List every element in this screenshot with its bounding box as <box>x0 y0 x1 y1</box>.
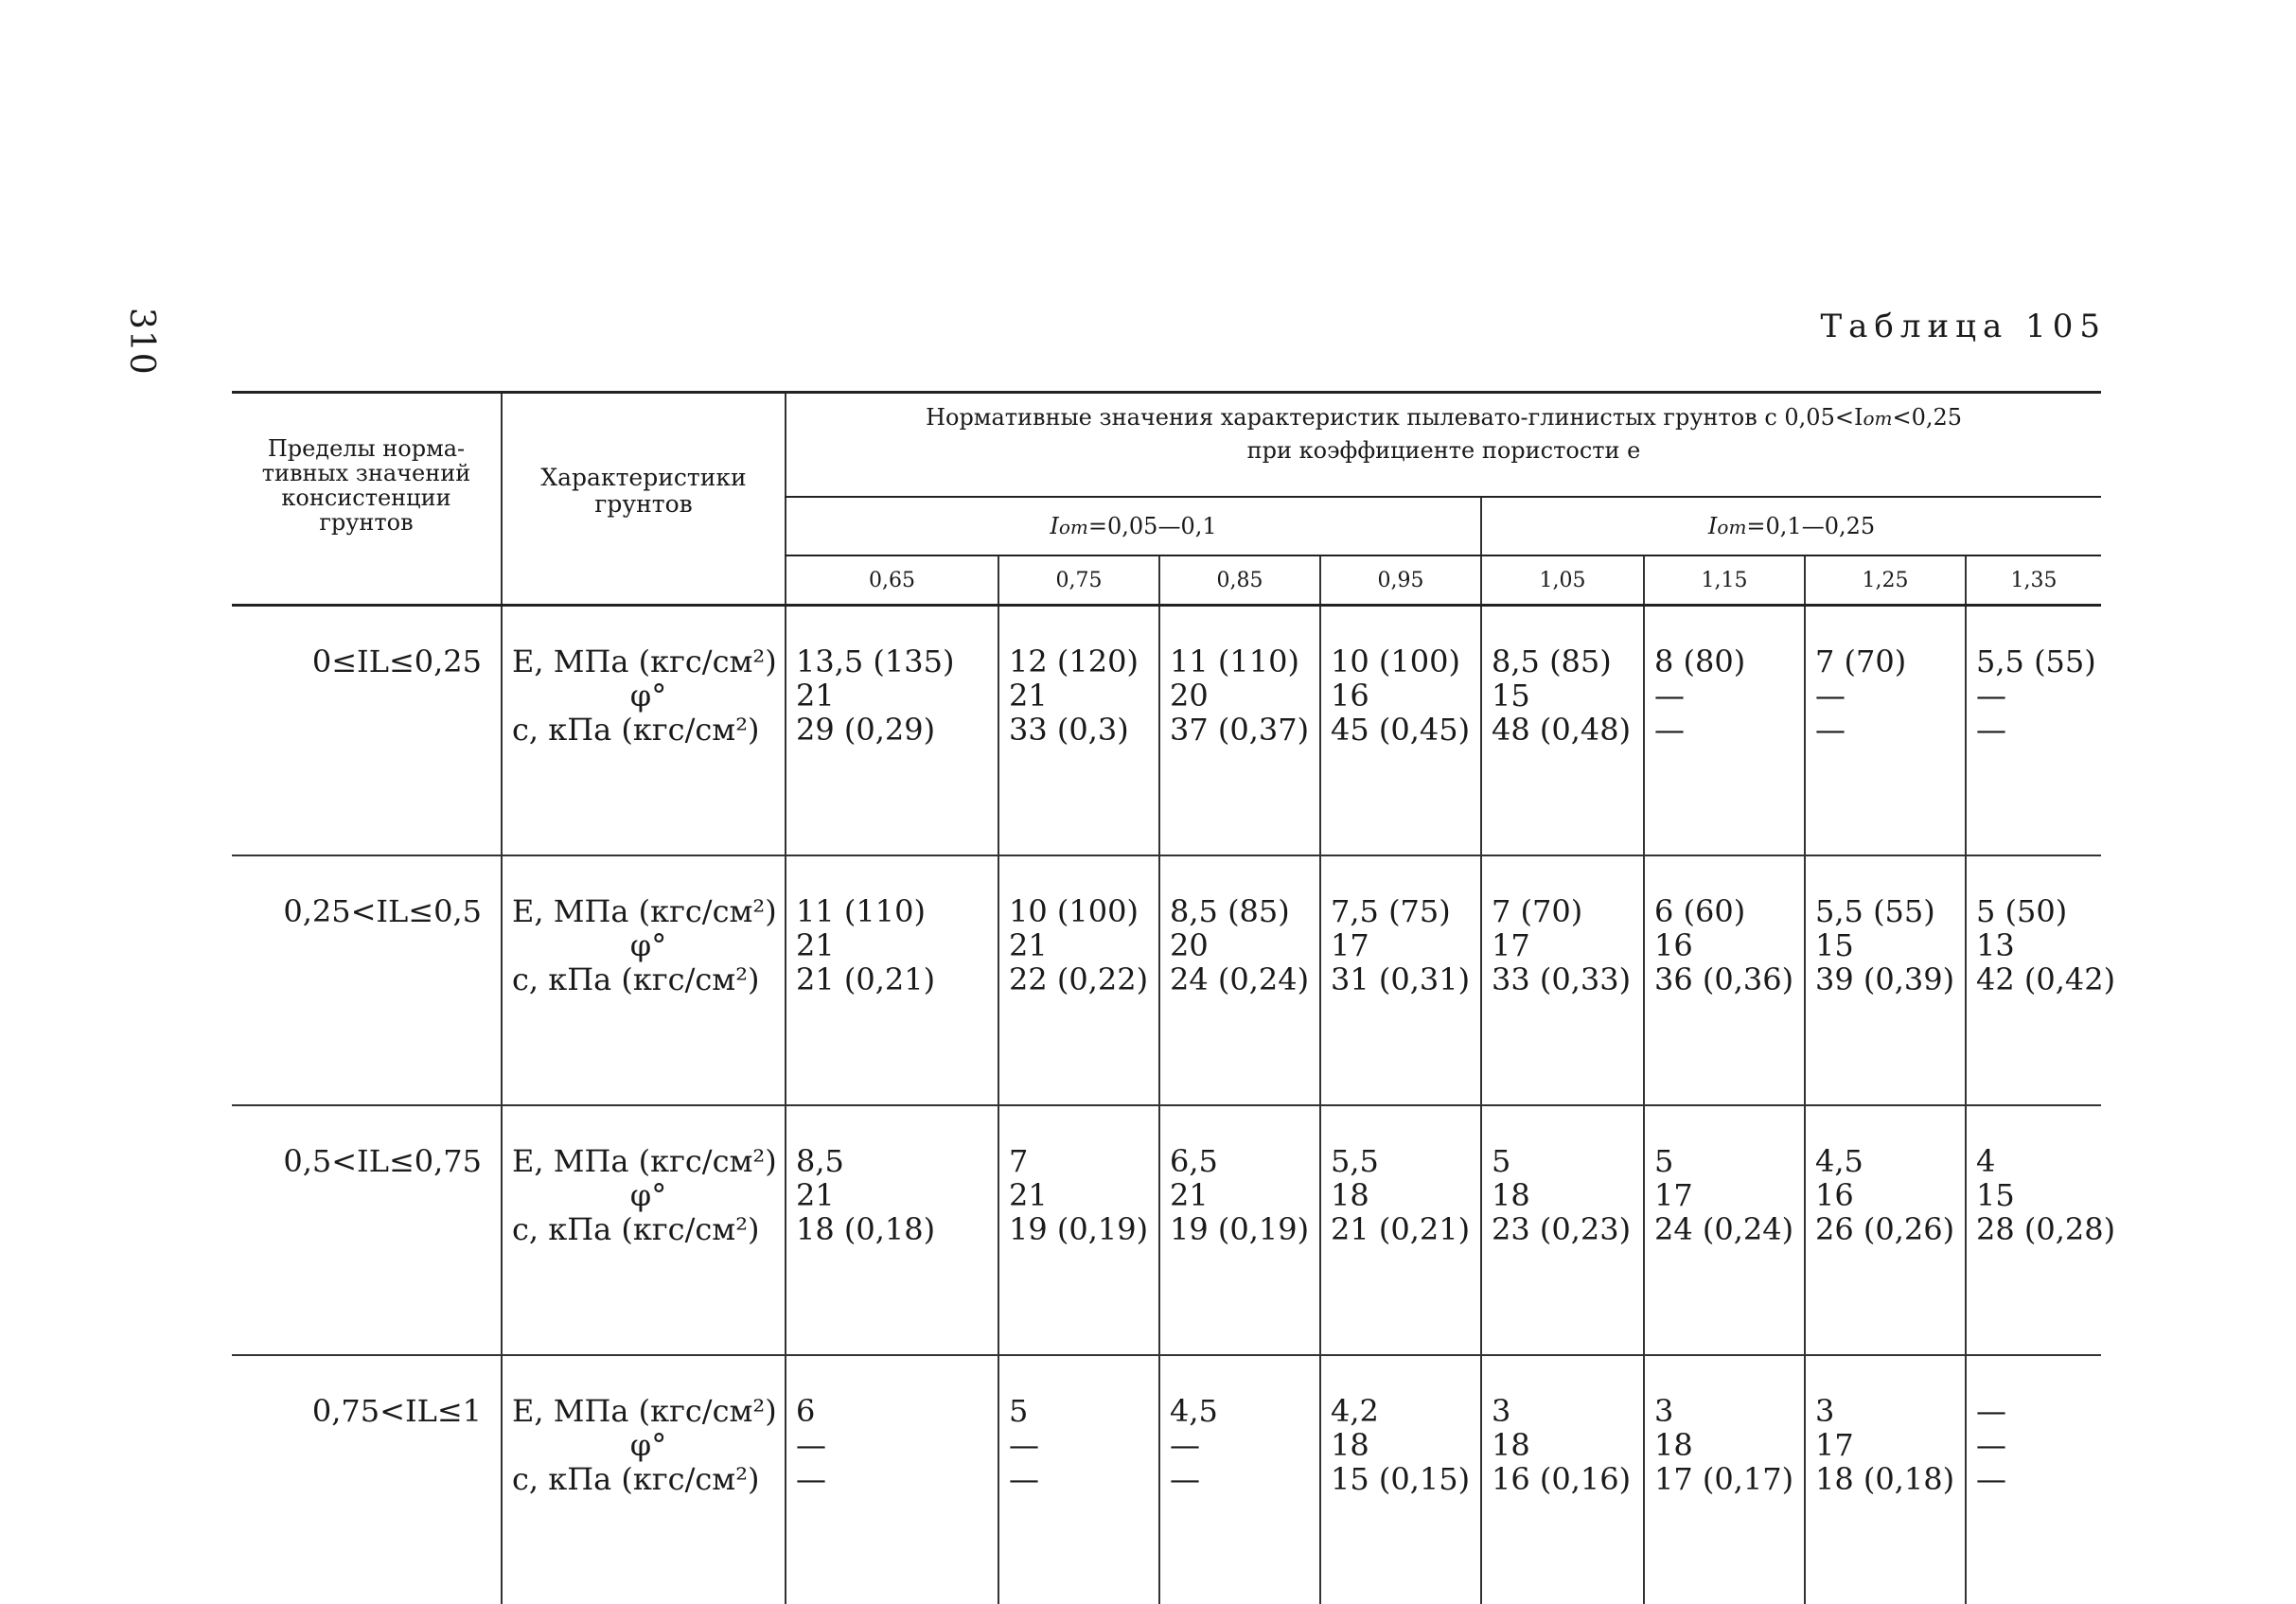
value: 21 <box>1170 1178 1319 1212</box>
value: 33 (0,33) <box>1492 962 1643 996</box>
characteristic-label: φ° <box>512 1428 785 1462</box>
characteristic-label: E, МПа (кгс/см²) <box>512 644 785 679</box>
value: 33 (0,3) <box>1009 713 1158 747</box>
characteristic-label: E, МПа (кгс/см²) <box>512 1394 785 1428</box>
value: — <box>1170 1428 1319 1462</box>
value: 20 <box>1170 928 1319 962</box>
value: 13,5 (135) <box>796 644 998 679</box>
value: — <box>796 1428 998 1462</box>
table-row <box>232 1355 2101 1604</box>
value: 21 <box>1009 1178 1158 1212</box>
consistency-limit: 0,75<IL≤1 <box>232 1355 502 1604</box>
value: 13 <box>1976 928 2101 962</box>
value-cell <box>1320 1105 1481 1355</box>
value-cell <box>1644 1355 1805 1604</box>
value: 18 <box>1654 1428 1804 1462</box>
value-cell <box>1320 606 1481 856</box>
characteristic-label: φ° <box>512 1178 785 1212</box>
value: — <box>1976 1462 2101 1496</box>
value: 11 (110) <box>1170 644 1319 679</box>
value: — <box>1976 1428 2101 1462</box>
value: 21 <box>796 679 998 713</box>
value: 10 (100) <box>1331 644 1480 679</box>
value: 8,5 <box>796 1144 998 1178</box>
value-cell <box>1159 1355 1320 1604</box>
value: 19 (0,19) <box>1009 1212 1158 1246</box>
e-header: 1,35 <box>1966 555 2101 606</box>
value-cell <box>1644 855 1805 1105</box>
value: 16 <box>1654 928 1804 962</box>
value: 16 <box>1331 679 1480 713</box>
value: — <box>1976 679 2101 713</box>
value: 3 <box>1492 1394 1643 1428</box>
value: 8,5 (85) <box>1170 894 1319 928</box>
value: 5,5 (55) <box>1976 644 2101 679</box>
value-cell <box>1966 606 2101 856</box>
table-body <box>232 606 2101 1604</box>
value-cell <box>1966 1105 2101 1355</box>
consistency-limit: 0,5<IL≤0,75 <box>232 1105 502 1355</box>
value-cell <box>998 1105 1159 1355</box>
value: 6 <box>796 1394 998 1428</box>
value: 16 (0,16) <box>1492 1462 1643 1496</box>
value: — <box>1654 713 1804 747</box>
characteristics-labels <box>502 606 786 856</box>
value-cell <box>786 606 998 856</box>
characteristics-labels <box>502 1105 786 1355</box>
value: 21 <box>796 1178 998 1212</box>
value: 28 (0,28) <box>1976 1212 2101 1246</box>
value-cell <box>786 855 998 1105</box>
value: 20 <box>1170 679 1319 713</box>
value: 11 (110) <box>796 894 998 928</box>
e-header: 1,05 <box>1481 555 1644 606</box>
value-cell <box>1805 1105 1966 1355</box>
value: 7,5 (75) <box>1331 894 1480 928</box>
value-cell <box>1159 1105 1320 1355</box>
value-cell <box>1159 855 1320 1105</box>
value: 7 (70) <box>1815 644 1965 679</box>
value-cell <box>1320 855 1481 1105</box>
value: 23 (0,23) <box>1492 1212 1643 1246</box>
value: 17 <box>1492 928 1643 962</box>
value: 42 (0,42) <box>1976 962 2101 996</box>
value: 24 (0,24) <box>1170 962 1319 996</box>
value: 7 <box>1009 1144 1158 1178</box>
table-row <box>232 1105 2101 1355</box>
value: — <box>1976 713 2101 747</box>
consistency-limit: 0,25<IL≤0,5 <box>232 855 502 1105</box>
value: 22 (0,22) <box>1009 962 1158 996</box>
group-header-1: Iom=0,05—0,1 <box>786 497 1481 555</box>
value: 17 <box>1654 1178 1804 1212</box>
value-cell <box>1966 1355 2101 1604</box>
normative-header: Нормативные значения характеристик пылевато-глинистых грунтов с 0,05<Iom<0,25 при коэффициенте пористости e <box>786 393 2101 498</box>
value: 5 <box>1654 1144 1804 1178</box>
characteristic-label: c, кПа (кгс/см²) <box>512 713 785 747</box>
table-title: Таблица 105 <box>1820 308 2107 345</box>
value-cell <box>786 1105 998 1355</box>
characteristic-label: c, кПа (кгс/см²) <box>512 962 785 996</box>
value: 8 (80) <box>1654 644 1804 679</box>
table-row <box>232 606 2101 856</box>
value: 21 <box>1009 928 1158 962</box>
value: 15 <box>1815 928 1965 962</box>
value: 17 <box>1815 1428 1965 1462</box>
value: 37 (0,37) <box>1170 713 1319 747</box>
value-cell <box>1481 855 1644 1105</box>
characteristic-label: c, кПа (кгс/см²) <box>512 1462 785 1496</box>
header-row-1 <box>232 393 2101 498</box>
value: — <box>1976 1394 2101 1428</box>
value: 21 <box>1009 679 1158 713</box>
e-header: 0,95 <box>1320 555 1481 606</box>
value: 4,2 <box>1331 1394 1480 1428</box>
value-cell <box>1966 855 2101 1105</box>
value: — <box>1170 1462 1319 1496</box>
characteristic-label: φ° <box>512 928 785 962</box>
value-cell <box>1481 1105 1644 1355</box>
value: — <box>1009 1462 1158 1496</box>
value: 7 (70) <box>1492 894 1643 928</box>
value: 36 (0,36) <box>1654 962 1804 996</box>
value: — <box>1654 679 1804 713</box>
characteristics-labels <box>502 1355 786 1604</box>
value: 5 <box>1009 1394 1158 1428</box>
value-cell <box>1320 1355 1481 1604</box>
value: 18 <box>1492 1178 1643 1212</box>
value: 26 (0,26) <box>1815 1212 1965 1246</box>
characteristic-label: φ° <box>512 679 785 713</box>
group-header-2: Iom=0,1—0,25 <box>1481 497 2101 555</box>
value-cell <box>1805 606 1966 856</box>
value-cell <box>1481 606 1644 856</box>
value-cell <box>1805 855 1966 1105</box>
characteristics-labels <box>502 855 786 1105</box>
value: 5 (50) <box>1976 894 2101 928</box>
value: 10 (100) <box>1009 894 1158 928</box>
value-cell <box>1805 1355 1966 1604</box>
value: 15 <box>1976 1178 2101 1212</box>
value: 16 <box>1815 1178 1965 1212</box>
value: 4,5 <box>1170 1394 1319 1428</box>
value: 21 (0,21) <box>796 962 998 996</box>
soil-table <box>232 391 2101 1604</box>
value: — <box>796 1462 998 1496</box>
value-cell <box>1481 1355 1644 1604</box>
value: 3 <box>1654 1394 1804 1428</box>
value: 24 (0,24) <box>1654 1212 1804 1246</box>
value: 4 <box>1976 1144 2101 1178</box>
value: — <box>1009 1428 1158 1462</box>
characteristics-header: Характеристики грунтов <box>502 393 786 606</box>
value: 39 (0,39) <box>1815 962 1965 996</box>
value: 6,5 <box>1170 1144 1319 1178</box>
value: 21 (0,21) <box>1331 1212 1480 1246</box>
e-header: 0,75 <box>998 555 1159 606</box>
value-cell <box>998 1355 1159 1604</box>
value: 15 <box>1492 679 1643 713</box>
consistency-limit: 0≤IL≤0,25 <box>232 606 502 856</box>
value: 31 (0,31) <box>1331 962 1480 996</box>
e-header: 1,15 <box>1644 555 1805 606</box>
characteristic-label: E, МПа (кгс/см²) <box>512 1144 785 1178</box>
value: 45 (0,45) <box>1331 713 1480 747</box>
value: 15 (0,15) <box>1331 1462 1480 1496</box>
value: 18 <box>1492 1428 1643 1462</box>
value: — <box>1815 679 1965 713</box>
limits-header: Пределы норма- тивных значений консистенции грунтов <box>232 393 502 606</box>
value: 18 (0,18) <box>796 1212 998 1246</box>
value: 48 (0,48) <box>1492 713 1643 747</box>
value: 19 (0,19) <box>1170 1212 1319 1246</box>
e-header: 0,85 <box>1159 555 1320 606</box>
value-cell <box>1644 1105 1805 1355</box>
characteristic-label: c, кПа (кгс/см²) <box>512 1212 785 1246</box>
value: 18 <box>1331 1178 1480 1212</box>
value-cell <box>1644 606 1805 856</box>
table-row <box>232 855 2101 1105</box>
value-cell <box>998 606 1159 856</box>
value: 8,5 (85) <box>1492 644 1643 679</box>
value-cell <box>1159 606 1320 856</box>
value: 18 (0,18) <box>1815 1462 1965 1496</box>
value: 6 (60) <box>1654 894 1804 928</box>
value-cell <box>786 1355 998 1604</box>
value: 29 (0,29) <box>796 713 998 747</box>
value: 17 <box>1331 928 1480 962</box>
value: 5 <box>1492 1144 1643 1178</box>
e-header: 0,65 <box>786 555 998 606</box>
e-header: 1,25 <box>1805 555 1966 606</box>
value: 17 (0,17) <box>1654 1462 1804 1496</box>
value: 21 <box>796 928 998 962</box>
value: — <box>1815 713 1965 747</box>
value-cell <box>998 855 1159 1105</box>
value: 3 <box>1815 1394 1965 1428</box>
value: 18 <box>1331 1428 1480 1462</box>
value: 12 (120) <box>1009 644 1158 679</box>
characteristic-label: E, МПа (кгс/см²) <box>512 894 785 928</box>
page-number: 310 <box>122 308 161 376</box>
value: 5,5 (55) <box>1815 894 1965 928</box>
value: 4,5 <box>1815 1144 1965 1178</box>
value: 5,5 <box>1331 1144 1480 1178</box>
